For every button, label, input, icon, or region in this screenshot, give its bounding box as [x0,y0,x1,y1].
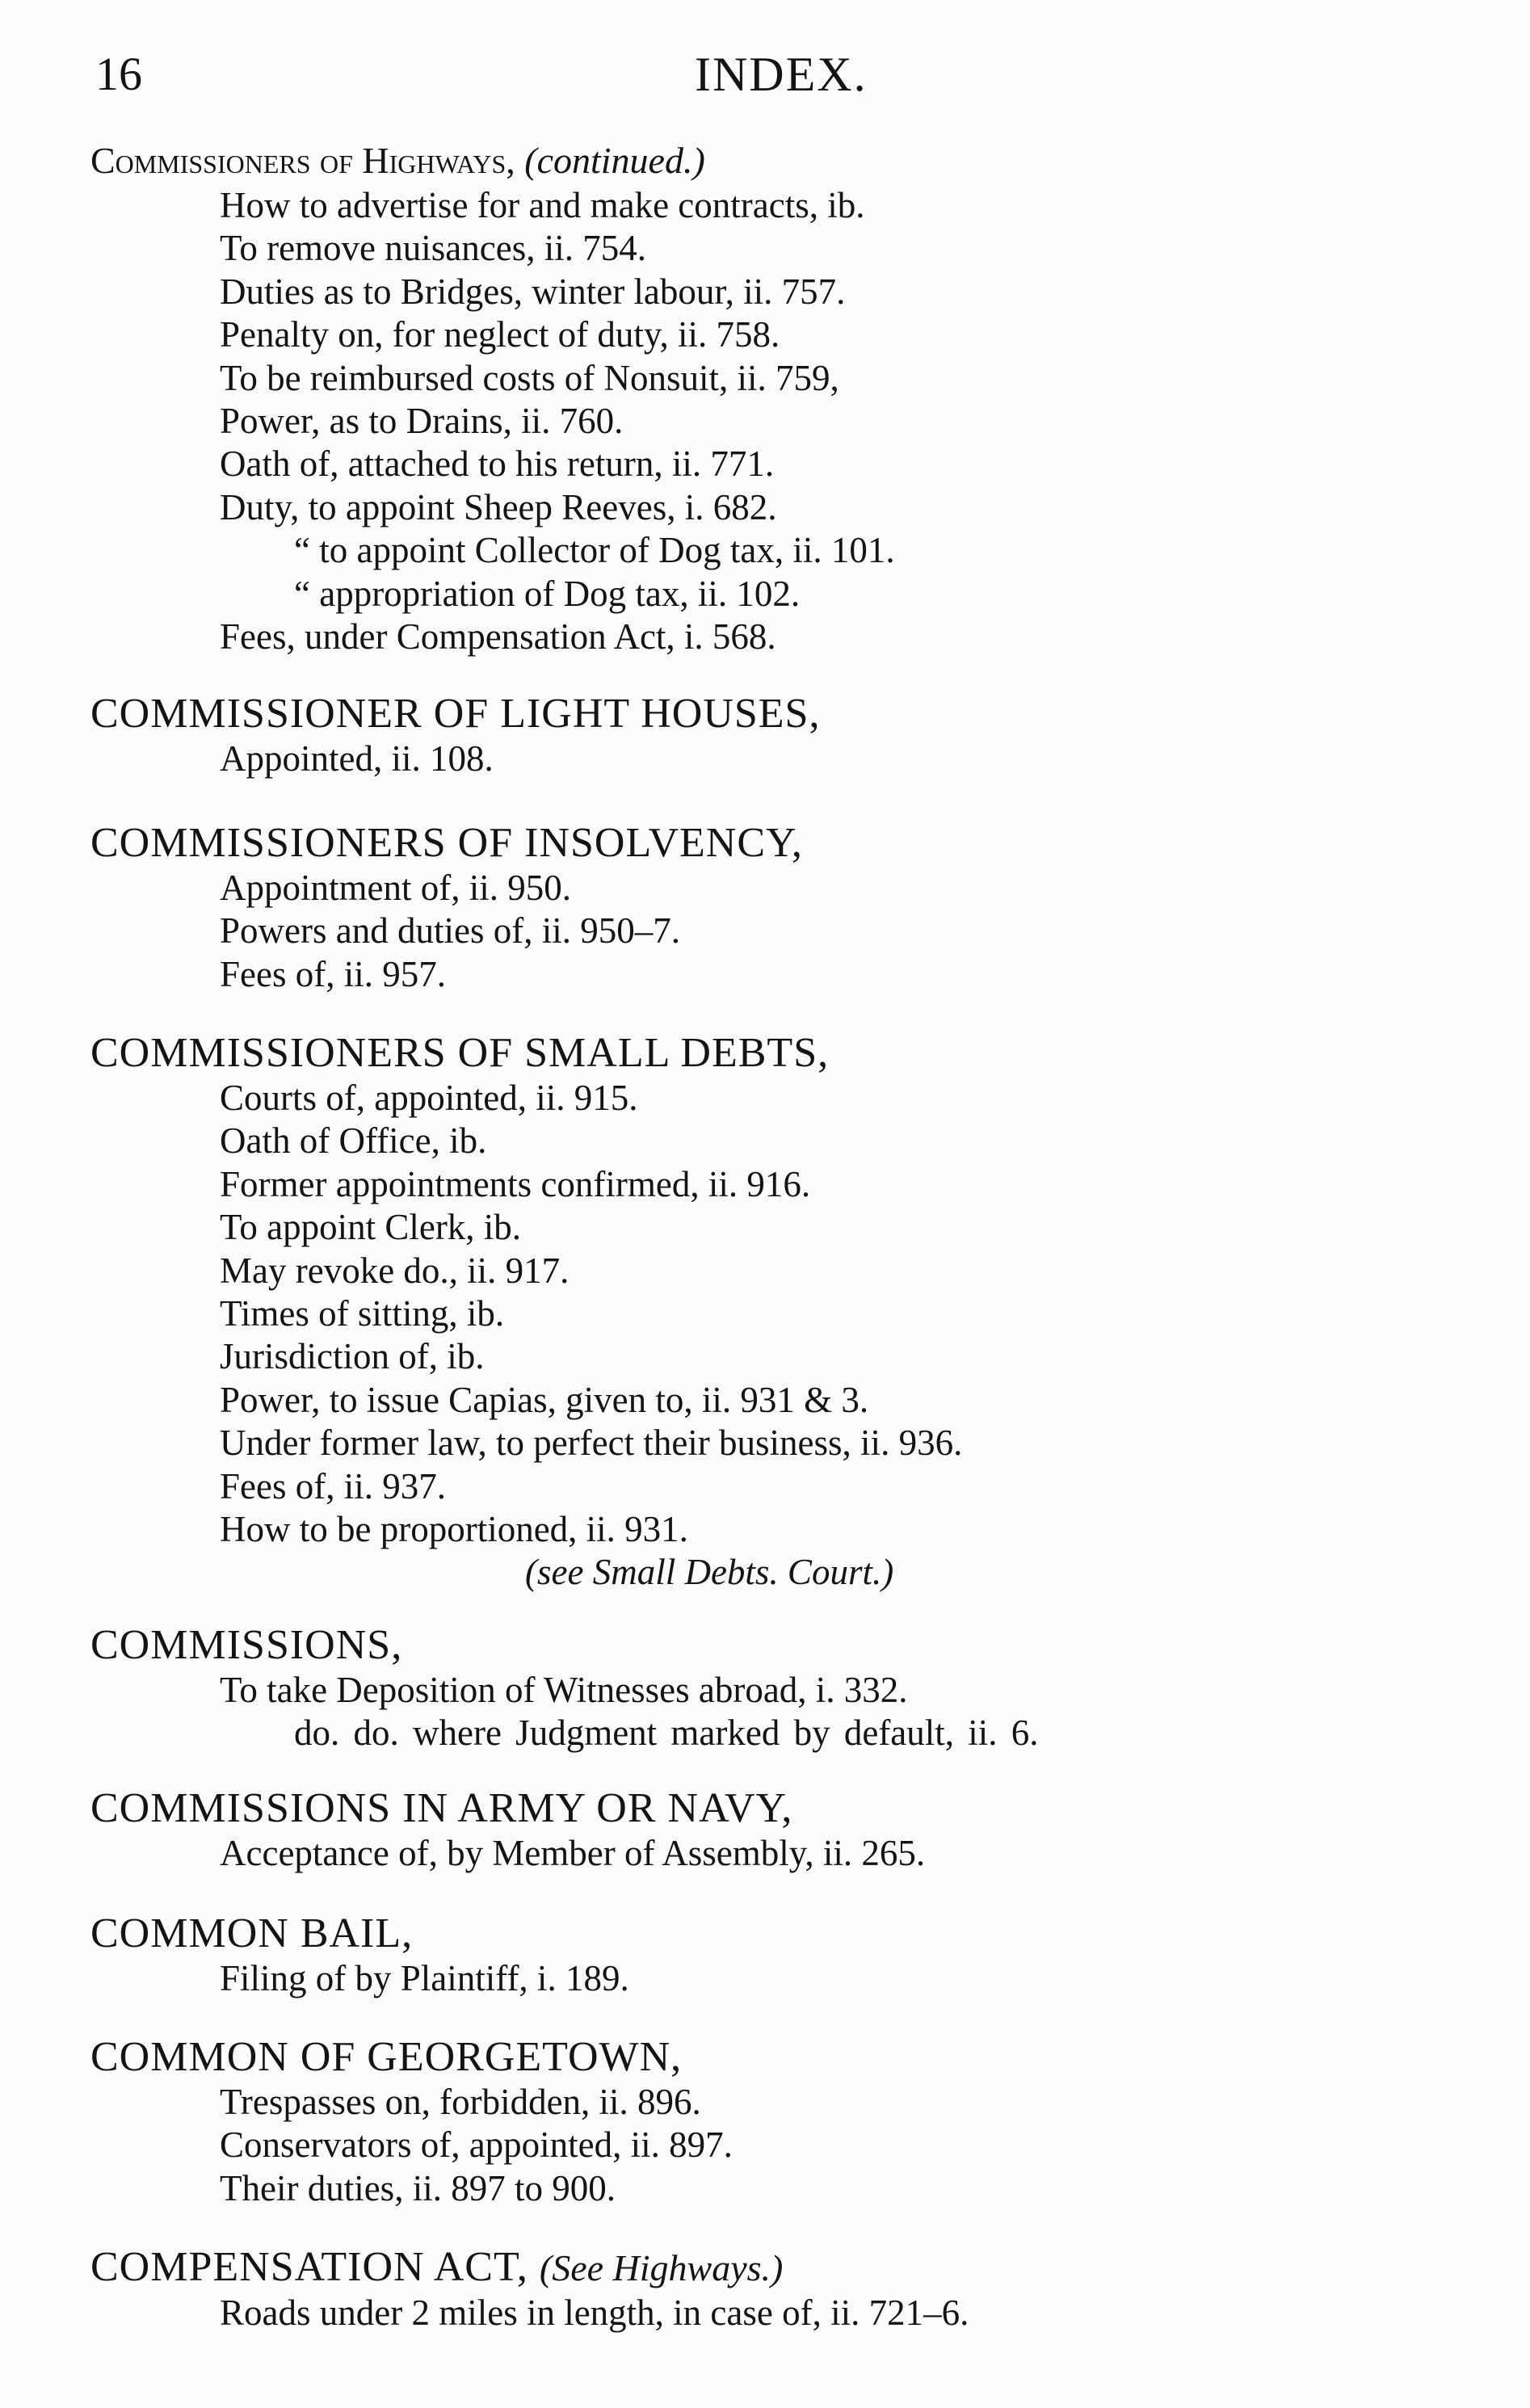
page-title: INDEX. [695,48,868,101]
entry-heading: COMMON OF GEORGETOWN, [90,2034,683,2080]
index-entry [90,691,1464,780]
page-header [95,47,1307,111]
entry-subitem: How to be proportioned, ii. 931. [220,1509,688,1550]
entry-subitem: Courts of, appointed, ii. 915. [220,1078,638,1118]
entry-subitem: Fees of, ii. 937. [220,1465,446,1507]
entry-subitem: To be reimbursed costs of Nonsuit, ii. 759, [220,357,839,398]
entry-subitem: Appointed, ii. 108. [220,738,494,779]
entry-subitem: Former appointments confirmed, ii. 916. [220,1163,811,1204]
entry-subitem: Oath of, attached to his return, ii. 771. [220,443,775,485]
entry-subitem: Jurisdiction of, ib. [220,1336,485,1377]
entry-subitem: Power, to issue Capias, given to, ii. 931 & 3. [220,1379,869,1420]
entry-heading-note: (continued.) [524,140,705,181]
see-also-reference: (see Small Debts. Court.) [525,1552,894,1593]
entry-subitem: Trespasses on, forbidden, ii. 896. [220,2082,701,2122]
entry-subitem: Penalty on, for neglect of duty, ii. 758. [220,314,780,355]
index-entry [90,1030,1464,1595]
entry-subitem: Oath of Office, ib. [220,1120,487,1162]
entry-heading: COMMISSIONERS OF SMALL DEBTS, [90,1030,830,1076]
index-entry [90,1785,1464,1875]
entry-subitem: “ to appoint Collector of Dog tax, ii. 101. [294,530,895,571]
entry-subitem: May revoke do., ii. 917. [220,1250,570,1291]
entry-subitem: Roads under 2 miles in length, in case of, ii. 721–6. [220,2292,969,2333]
entry-heading: COMMISSIONERS OF INSOLVENCY, [90,820,803,866]
entry-subitem: Conservators of, appointed, ii. 897. [220,2124,733,2166]
entry-heading: COMMON BAIL, [90,1910,414,1956]
entry-subitem: Power, as to Drains, ii. 760. [220,401,624,442]
entry-heading: Commissioners of Highways, (continued.) [90,140,705,181]
entry-subitem: Filing of by Plaintiff, i. 189. [220,1958,629,1998]
entry-subitem: To take Deposition of Witnesses abroad, i. 332. [220,1670,908,1710]
entry-subitem: Acceptance of, by Member of Assembly, ii. 265. [220,1833,926,1873]
entry-subitem: To appoint Clerk, ib. [220,1207,522,1248]
entry-heading-note: (See Highways.) [539,2247,784,2288]
entry-subitem: Powers and duties of, ii. 950–7. [220,910,680,952]
entry-subitem: Fees of, ii. 957. [220,953,446,994]
entry-subitem: Appointment of, ii. 950. [220,868,571,908]
entry-subitem: Their duties, ii. 897 to 900. [220,2167,616,2208]
entry-subitem: To remove nuisances, ii. 754. [220,228,646,269]
entry-subitem: Fees, under Compensation Act, i. 568. [220,616,776,658]
index-entry [90,137,1464,658]
entry-heading: COMMISSIONS, [90,1622,403,1668]
index-entry [90,2034,1464,2210]
entry-subitem: “ appropriation of Dog tax, ii. 102. [294,573,801,614]
entry-subitem: Duties as to Bridges, winter labour, ii. 757. [220,271,846,312]
entry-heading: COMMISSIONER OF LIGHT HOUSES, [90,691,821,737]
entry-heading: COMPENSATION ACT, (See Highways.) [90,2244,784,2290]
page-number: 16 [95,48,142,100]
entry-subitem: do. do. where Judgment marked by default, ii. 6. [294,1712,1039,1754]
entry-subitem: Under former law, to perfect their business, ii. 936. [220,1423,963,1464]
entry-subitem: How to advertise for and make contracts, ib. [220,185,865,225]
entry-heading: COMMISSIONS IN ARMY OR NAVY, [90,1785,793,1831]
index-entry [90,1910,1464,2000]
entry-subitem: Duty, to appoint Sheep Reeves, i. 682. [220,486,777,527]
index-entry [90,2244,1464,2334]
entry-subitem: Times of sitting, ib. [220,1293,505,1334]
index-entry [90,820,1464,996]
index-entry [90,1622,1464,1755]
